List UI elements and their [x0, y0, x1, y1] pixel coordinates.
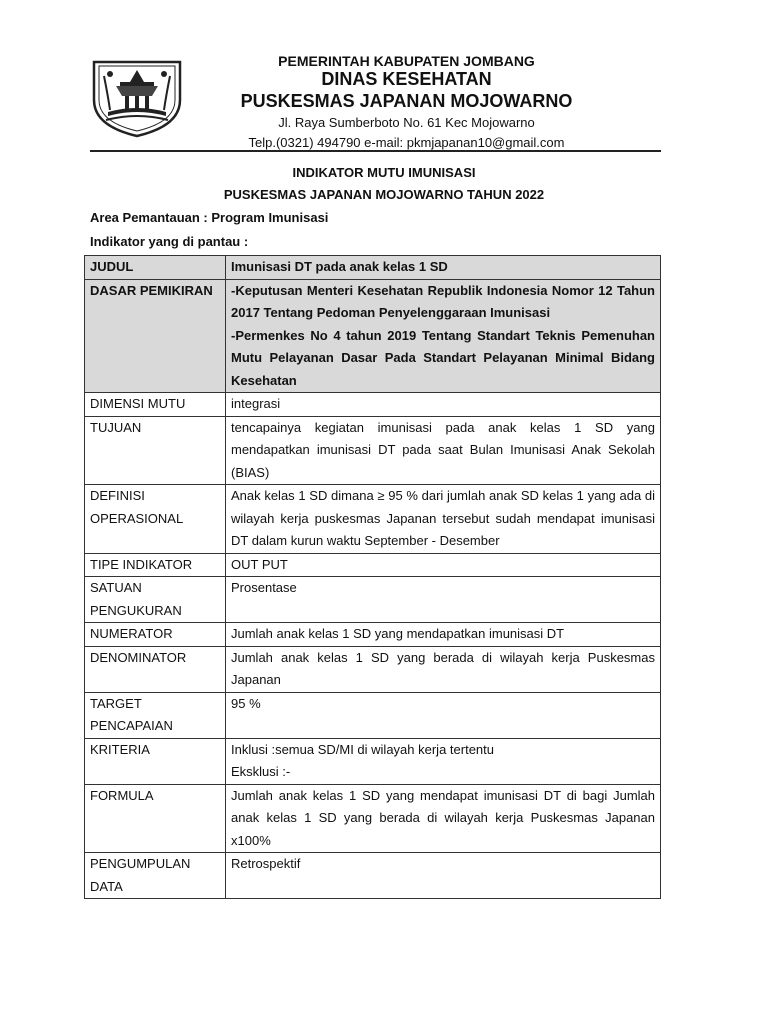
header-contact: Telp.(0321) 494790 e-mail: pkmjapanan10@gmail.com: [248, 135, 565, 150]
table-row: [85, 393, 661, 417]
area-pemantauan: Area Pemantauan : Program Imunisasi: [90, 210, 329, 225]
row-label: TUJUAN: [85, 416, 226, 485]
row-value-line: OUT PUT: [231, 556, 288, 572]
row-value-line: Eksklusi :-: [231, 764, 291, 779]
document-subtitle: PUSKESMAS JAPANAN MOJOWARNO TAHUN 2022: [223, 187, 545, 202]
row-label: PENGUMPULAN DATA: [85, 853, 226, 899]
row-value: [226, 553, 661, 577]
row-value-line: Jumlah anak kelas 1 SD yang mendapat imunisasi DT di bagi Jumlah anak kelas 1 SD yang berada di wilayah kerja Puskesmas Japanan x100%: [231, 787, 655, 848]
table-row: [85, 485, 661, 554]
row-label: DASAR PEMIKIRAN: [85, 279, 226, 393]
row-value: [226, 485, 661, 554]
row-value: [226, 577, 661, 623]
table-row: [85, 784, 661, 853]
table-row: [85, 256, 661, 280]
row-value-line: -Permenkes No 4 tahun 2019 Tentang Standart Teknis Pemenuhan Mutu Pelayanan Dasar Pada Standart Pelayanan Minimal Bidang Kesehatan: [231, 327, 655, 388]
table-row: [85, 416, 661, 485]
row-value-line: Retrospektif: [231, 856, 301, 871]
row-value-line: Inklusi :semua SD/MI di wilayah kerja tertentu: [231, 741, 494, 757]
row-value-line: Jumlah anak kelas 1 SD yang berada di wilayah kerja Puskesmas Japanan: [231, 649, 655, 687]
row-label: KRITERIA: [85, 738, 226, 784]
row-value: [226, 738, 661, 784]
row-value-line: 95 %: [231, 695, 261, 711]
header-government: PEMERINTAH KABUPATEN JOMBANG: [278, 53, 535, 69]
row-label: DEFINISI OPERASIONAL: [85, 485, 226, 554]
table-row: [85, 853, 661, 899]
row-label: DIMENSI MUTU: [85, 393, 226, 417]
row-label: JUDUL: [85, 256, 226, 280]
row-value-line: integrasi: [231, 396, 281, 411]
row-value: [226, 853, 661, 899]
row-value: [226, 279, 661, 393]
header-address: Jl. Raya Sumberboto No. 61 Kec Mojowarno: [278, 115, 535, 130]
indikator-label: Indikator yang di pantau :: [90, 234, 249, 249]
row-value: [226, 416, 661, 485]
header-divider: [90, 150, 661, 152]
row-value: [226, 623, 661, 647]
row-value: [226, 692, 661, 738]
row-value-line: tencapainya kegiatan imunisasi pada anak kelas 1 SD yang mendapatkan imunisasi DT pada saat Bulan Imunisasi Anak Sekolah (BIAS): [231, 419, 655, 480]
row-label: NUMERATOR: [85, 623, 226, 647]
header-puskesmas: PUSKESMAS JAPANAN MOJOWARNO: [240, 91, 573, 111]
row-label: SATUAN PENGUKURAN: [85, 577, 226, 623]
row-value: [226, 784, 661, 853]
row-value-line: Jumlah anak kelas 1 SD yang mendapatkan imunisasi DT: [231, 626, 565, 641]
table-row: [85, 577, 661, 623]
row-value-line: Prosentase: [231, 580, 297, 595]
row-value-line: -Keputusan Menteri Kesehatan Republik Indonesia Nomor 12 Tahun 2017 Tentang Pedoman Penyelenggaraan Imunisasi: [231, 282, 655, 320]
table-row: [85, 553, 661, 577]
table-row: [85, 279, 661, 393]
row-value: [226, 646, 661, 692]
row-value: [226, 256, 661, 280]
row-label: DENOMINATOR: [85, 646, 226, 692]
table-row: [85, 738, 661, 784]
header-agency: DINAS KESEHATAN: [321, 69, 492, 89]
table-row: [85, 623, 661, 647]
document-title: INDIKATOR MUTU IMUNISASI: [292, 165, 476, 180]
table-row: [85, 692, 661, 738]
row-value-line: Anak kelas 1 SD dimana ≥ 95 % dari jumlah anak SD kelas 1 yang ada di wilayah kerja puskesmas Japanan tersebut sudah mendapat imunisasi DT dalam kurun waktu September - Desember: [231, 488, 655, 548]
row-value: [226, 393, 661, 417]
table-row: [85, 646, 661, 692]
indicator-table: [84, 255, 661, 899]
row-value-line: Imunisasi DT pada anak kelas 1 SD: [231, 259, 448, 274]
row-label: FORMULA: [85, 784, 226, 853]
row-label: TARGET PENCAPAIAN: [85, 692, 226, 738]
row-label: TIPE INDIKATOR: [85, 553, 226, 577]
